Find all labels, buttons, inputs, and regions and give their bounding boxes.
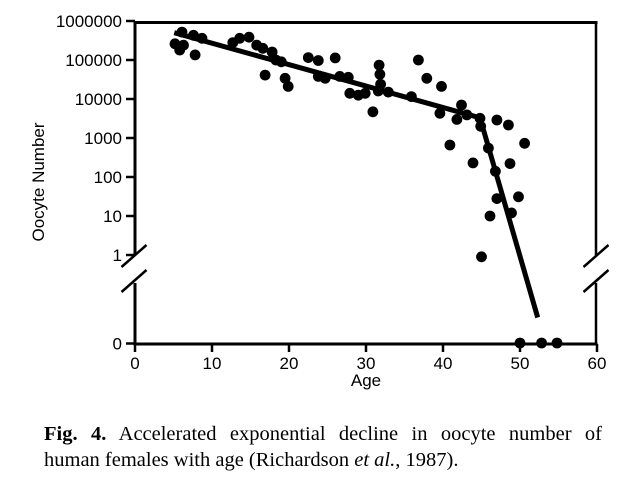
data-point [506,208,517,219]
data-point [406,91,417,102]
data-point [468,158,479,169]
data-point [519,138,530,149]
x-axis-ticks [130,344,606,373]
x-tick-label: 0 [130,354,140,373]
data-point [234,33,245,44]
data-point [197,33,208,44]
data-point [483,143,494,154]
data-point [513,191,524,202]
data-point [260,70,271,81]
caption-fig-label: Fig. 4. [44,422,107,445]
data-points [170,27,563,349]
data-point [283,81,294,92]
data-point [177,27,188,38]
y-tick-label: 1000000 [55,12,122,31]
data-point [536,338,547,349]
data-point [375,69,386,80]
plot-frame [134,21,598,346]
x-tick-label: 30 [356,354,376,373]
data-point [456,100,467,111]
y-axis-ticks [56,12,135,354]
data-point [552,338,563,349]
data-point [490,166,501,177]
data-point [436,81,447,92]
y-tick-label: 0 [112,334,122,354]
caption-line2-pre: human females with age (Richardson [44,448,355,471]
data-point [320,73,331,84]
data-point [413,55,424,66]
y-tick-label: 1 [112,246,122,265]
y-tick-label: 10 [103,207,122,226]
data-point [492,193,503,204]
data-point [476,251,487,262]
data-point [368,106,379,117]
x-tick-label: 60 [587,354,607,373]
data-point [515,338,526,349]
data-point [503,120,514,131]
x-tick-label: 50 [510,354,530,373]
data-point [360,88,371,99]
data-point [330,53,341,64]
data-point [178,40,189,51]
data-point [421,73,432,84]
caption-line2-post: , 1987). [395,448,459,471]
data-point [244,32,255,43]
y-axis-title: Oocyte Number [29,122,48,242]
data-point [492,115,503,126]
data-point [313,55,324,66]
data-point [373,86,384,97]
data-point [374,60,385,71]
caption-etal: et al. [354,448,396,471]
figure-caption [44,421,602,473]
trendline [174,33,537,318]
x-tick-label: 20 [279,354,299,373]
data-point [383,87,394,98]
x-tick-label: 40 [433,354,453,373]
y-tick-label: 1000 [84,129,122,148]
y-tick-label: 10000 [74,90,122,109]
data-point [276,56,287,67]
data-point [445,140,456,151]
data-point [190,50,201,61]
x-tick-label: 10 [202,354,222,373]
caption-line1-text: Accelerated exponential decline in oocyte number of [118,422,602,445]
y-tick-label: 100000 [65,51,122,70]
data-point [435,108,446,119]
data-point [505,158,516,169]
caption-line-1 [44,421,602,447]
data-point [462,110,473,121]
data-point [343,72,354,83]
data-point [257,43,268,54]
data-point [485,211,496,222]
y-tick-label: 100 [93,168,122,187]
data-point [475,121,486,132]
axis-break-marks [122,245,609,292]
data-point [303,52,314,63]
caption-line-2 [44,447,602,473]
x-axis-title: Age [350,371,382,390]
data-point [452,114,463,125]
